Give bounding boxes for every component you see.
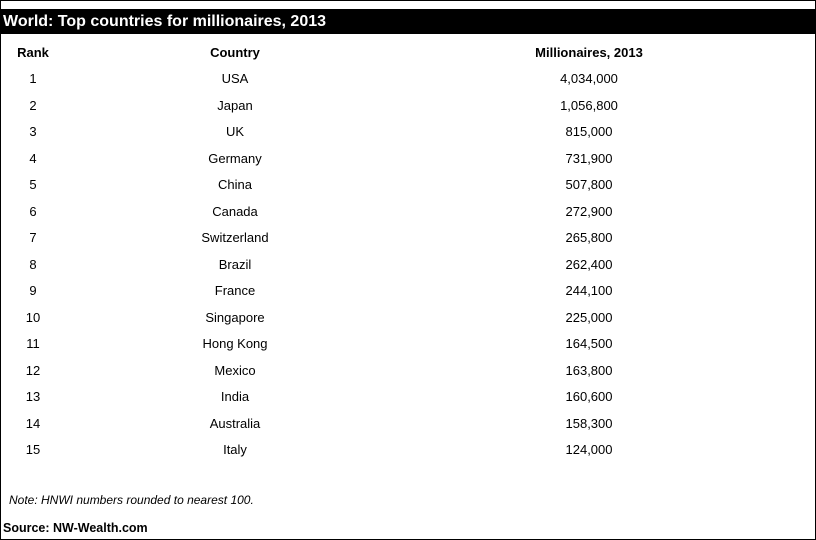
country-cell: Hong Kong xyxy=(202,336,268,351)
country-cell: Mexico xyxy=(214,362,256,378)
rank-cell: 13 xyxy=(25,389,41,404)
millionaires-cell: 124,000 xyxy=(565,442,613,457)
rank-cell: 12 xyxy=(25,362,41,378)
table-row xyxy=(1,278,815,305)
table-row xyxy=(1,93,815,120)
millionaires-cell: 731,900 xyxy=(565,150,613,166)
rank-cell: 14 xyxy=(25,415,41,431)
rank-cell: 5 xyxy=(29,177,37,192)
table-row xyxy=(1,305,815,332)
country-cell: Australia xyxy=(209,415,261,431)
rank-cell: 8 xyxy=(29,256,37,272)
millionaires-cell: 160,600 xyxy=(565,389,613,404)
table-row xyxy=(1,384,815,411)
rank-cell: 7 xyxy=(29,230,37,245)
country-cell: France xyxy=(214,283,256,298)
header-millionaires: Millionaires, 2013 xyxy=(535,45,643,60)
table-row xyxy=(1,225,815,252)
millionaires-cell: 225,000 xyxy=(565,309,613,325)
header-country: Country xyxy=(210,45,260,60)
country-cell: USA xyxy=(221,71,249,86)
table-row xyxy=(1,172,815,199)
rank-cell: 9 xyxy=(29,283,37,298)
rank-cell: 4 xyxy=(29,150,37,166)
country-cell: China xyxy=(218,177,252,192)
millionaires-cell: 244,100 xyxy=(565,283,613,298)
country-cell: Germany xyxy=(208,150,262,166)
millionaires-cell: 1,056,800 xyxy=(560,97,618,113)
header-rank: Rank xyxy=(17,45,49,60)
millionaires-cell: 507,800 xyxy=(565,177,613,192)
country-cell: Japan xyxy=(217,97,253,113)
table-row xyxy=(1,66,815,93)
rank-cell: 2 xyxy=(29,97,37,113)
table-body xyxy=(1,66,815,464)
country-cell: Singapore xyxy=(205,309,265,325)
millionaires-cell: 4,034,000 xyxy=(560,71,618,86)
table-header-row xyxy=(1,40,815,66)
rank-cell: 15 xyxy=(25,442,41,457)
country-cell: India xyxy=(220,389,250,404)
millionaires-cell: 158,300 xyxy=(565,415,613,431)
millionaires-cell: 272,900 xyxy=(565,203,613,219)
millionaires-cell: 265,800 xyxy=(565,230,613,245)
millionaires-cell: 262,400 xyxy=(565,256,613,272)
table-row xyxy=(1,252,815,279)
millionaires-table xyxy=(1,40,815,464)
millionaires-cell: 164,500 xyxy=(565,336,613,351)
table-row xyxy=(1,146,815,173)
country-cell: Italy xyxy=(223,442,247,457)
footnote: Note: HNWI numbers rounded to nearest 100. xyxy=(9,493,254,507)
millionaires-cell: 815,000 xyxy=(565,124,613,139)
rank-cell: 3 xyxy=(29,124,37,139)
country-cell: Canada xyxy=(212,203,258,219)
rank-cell: 6 xyxy=(29,203,37,219)
table-row xyxy=(1,411,815,438)
millionaires-cell: 163,800 xyxy=(565,362,613,378)
country-cell: Brazil xyxy=(218,256,252,272)
table-row xyxy=(1,199,815,226)
rank-cell: 11 xyxy=(26,336,40,351)
country-cell: Switzerland xyxy=(201,230,269,245)
rank-cell: 10 xyxy=(25,309,41,325)
table-row xyxy=(1,331,815,358)
table-row xyxy=(1,119,815,146)
rank-cell: 1 xyxy=(29,71,37,86)
source-line: Source: NW-Wealth.com xyxy=(3,521,148,535)
country-cell: UK xyxy=(225,124,245,139)
table-row xyxy=(1,358,815,385)
table-row xyxy=(1,437,815,464)
page-title: World: Top countries for millionaires, 2013 xyxy=(1,9,815,34)
